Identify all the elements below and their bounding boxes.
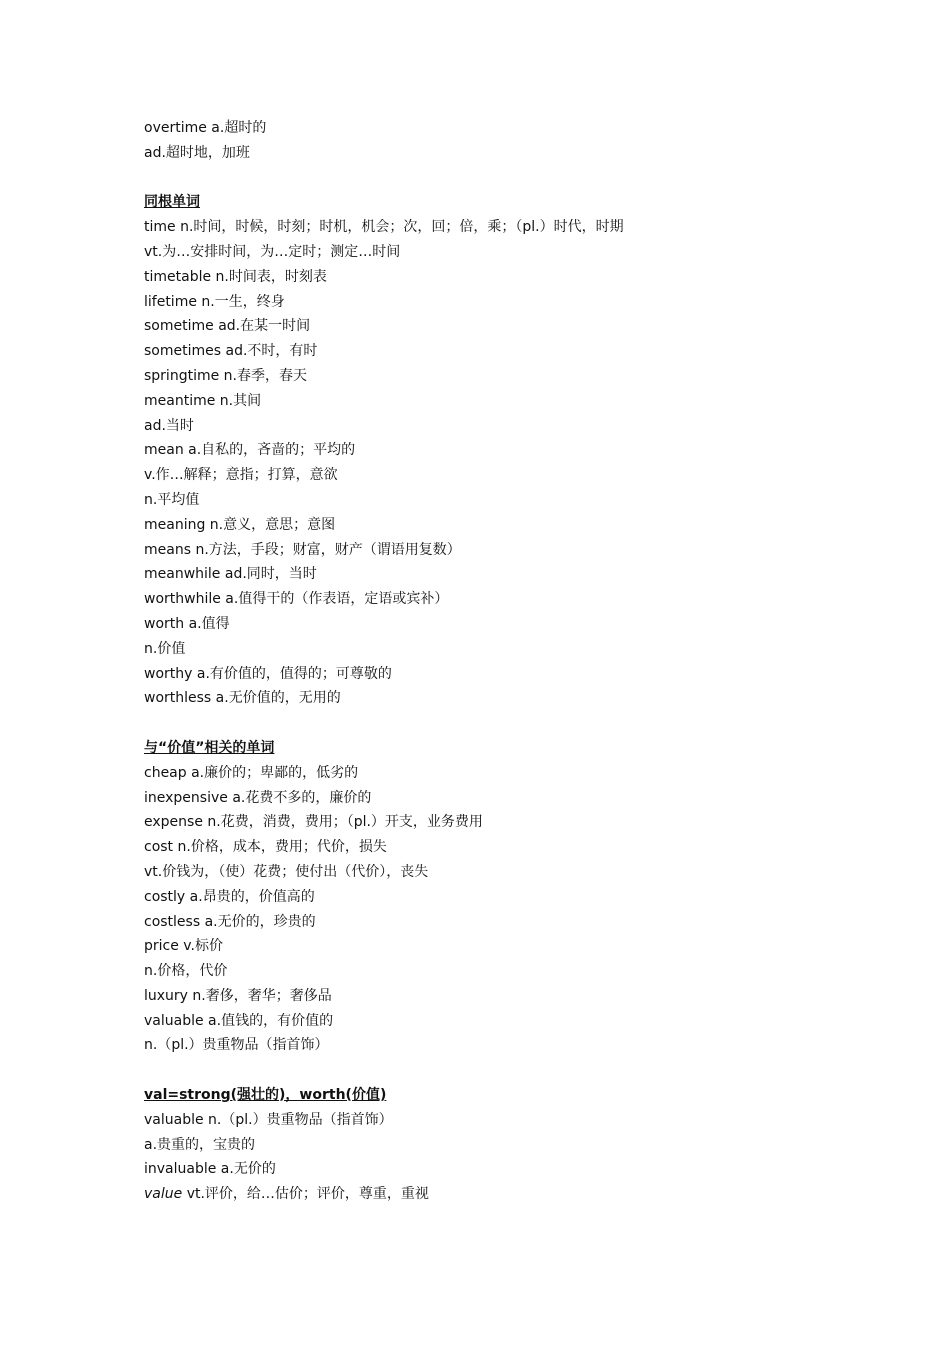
entry-line: inexpensive a.花费不多的，廉价的 xyxy=(144,789,372,806)
entry-line: a.贵重的，宝贵的 xyxy=(144,1136,256,1153)
entry-line: lifetime n.一生，终身 xyxy=(144,293,285,310)
entry-line: worthwhile a.值得干的（作表语，定语或宾补） xyxy=(144,591,449,608)
section-heading: 同根单词 xyxy=(144,194,200,211)
entry-line: n.价格，代价 xyxy=(144,963,228,980)
entry-line: vt.价钱为，（使）花费；使付出（代价），丧失 xyxy=(144,863,429,880)
entry-line: timetable n.时间表，时刻表 xyxy=(144,268,327,285)
entry-line: costless a.无价的，珍贵的 xyxy=(144,913,316,930)
entry-line: time n.时间，时候，时刻；时机，机会；次，回；倍，乘；（pl.）时代，时期 xyxy=(144,219,624,236)
definition-text: vt.评价，给…估价；评价，尊重，重视 xyxy=(182,1186,429,1203)
entry-line: ad.当时 xyxy=(144,417,194,434)
entry-line: sometimes ad.不时，有时 xyxy=(144,343,318,360)
document-page xyxy=(144,116,904,1207)
entry-line: ad.超时地，加班 xyxy=(144,144,250,161)
entry-line: valuable n.（pl.）贵重物品（指首饰） xyxy=(144,1111,393,1128)
intro-block xyxy=(144,116,904,166)
entry-line: n.（pl.）贵重物品（指首饰） xyxy=(144,1037,329,1054)
entry-line: overtime a.超时的 xyxy=(144,120,267,136)
section-heading: val=strong(强壮的)，worth(价值) xyxy=(144,1087,387,1104)
entry-line: luxury n.奢侈，奢华；奢侈品 xyxy=(144,987,332,1004)
section-cognates xyxy=(144,190,904,711)
entry-line: expense n.花费，消费，费用；（pl.）开支，业务费用 xyxy=(144,814,483,831)
entry-line: meanwhile ad.同时，当时 xyxy=(144,566,317,583)
entry-line: cost n.价格，成本，费用；代价，损失 xyxy=(144,839,387,856)
entry-line: costly a.昂贵的，价值高的 xyxy=(144,888,315,905)
entry-line: meantime n.其间 xyxy=(144,392,262,409)
entry-line: price v.标价 xyxy=(144,938,223,955)
entry-line-value xyxy=(144,1182,904,1207)
section-value-words xyxy=(144,736,904,1058)
entry-line: invaluable a.无价的 xyxy=(144,1161,276,1178)
headword-value: value xyxy=(144,1186,183,1203)
entry-line: mean a.自私的，吝啬的；平均的 xyxy=(144,442,356,459)
section-val-root xyxy=(144,1083,904,1207)
entry-line: valuable a.值钱的，有价值的 xyxy=(144,1012,334,1029)
entry-line: means n.方法，手段；财富，财产（谓语用复数） xyxy=(144,541,461,558)
entry-line: v.作…解释；意指；打算，意欲 xyxy=(144,467,338,484)
entry-line: springtime n.春季，春天 xyxy=(144,367,307,384)
entry-line: worthless a.无价值的，无用的 xyxy=(144,690,341,707)
entry-line: n.平均值 xyxy=(144,491,200,508)
entry-line: worthy a.有价值的，值得的；可尊敬的 xyxy=(144,665,392,682)
entry-line: vt.为…安排时间，为…定时；测定…时间 xyxy=(144,243,401,260)
entry-line: cheap a.廉价的；卑鄙的，低劣的 xyxy=(144,764,359,781)
section-heading: 与“价值”相关的单词 xyxy=(144,739,275,756)
entry-line: sometime ad.在某一时间 xyxy=(144,318,311,335)
entry-line: worth a.值得 xyxy=(144,615,230,632)
entry-line: n.价值 xyxy=(144,640,186,657)
entry-line: meaning n.意义，意思；意图 xyxy=(144,516,336,533)
